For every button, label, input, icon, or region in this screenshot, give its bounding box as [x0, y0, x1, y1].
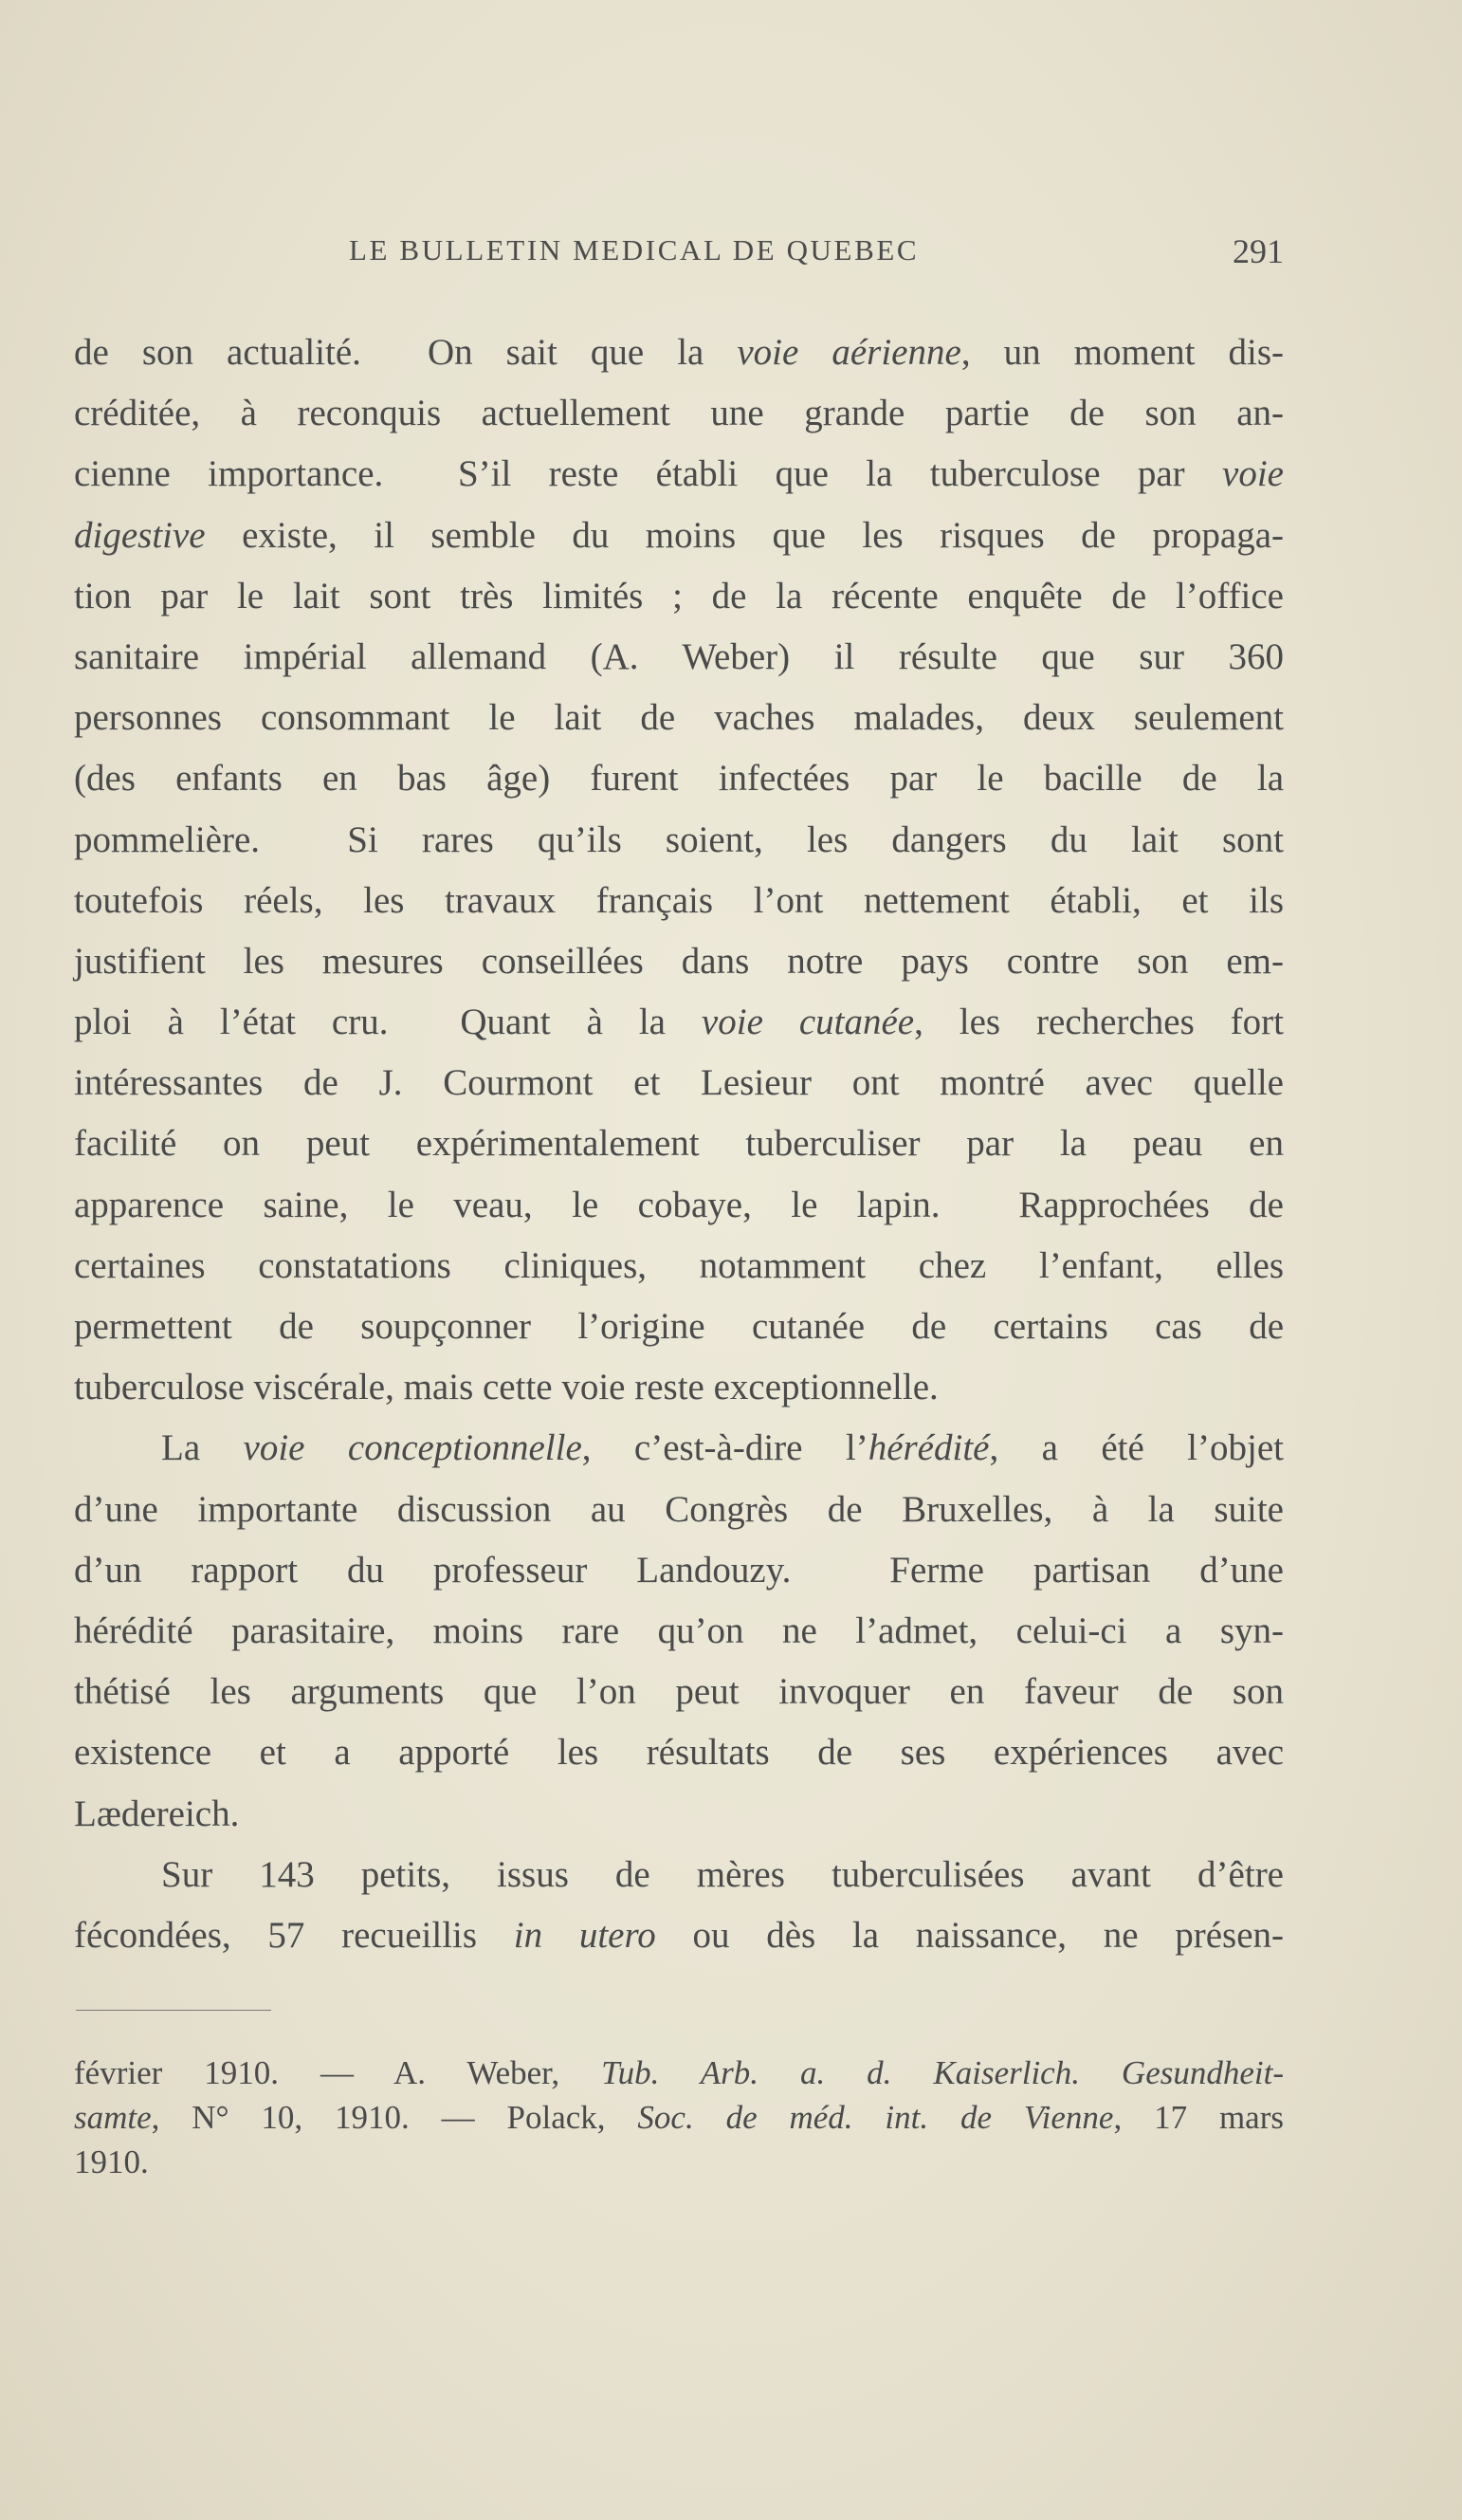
text-line	[74, 1784, 1284, 1845]
text-segment: créditée, à reconquis actuellement une grande partie de son an-	[74, 393, 1284, 434]
footnote-line	[74, 2095, 1284, 2140]
text-segment: permettent de soupçonner l’origine cutanée de certains cas de	[74, 1306, 1284, 1347]
text-segment: facilité on peut expérimentalement tuberculiser par la peau en	[74, 1123, 1284, 1165]
text-line	[74, 1662, 1284, 1722]
text-segment: , un moment dis-	[960, 332, 1284, 373]
text-line	[74, 1418, 1284, 1479]
text-segment: existence et a apporté les résultats de ses expériences avec	[74, 1732, 1284, 1774]
italic-text: Soc. de méd. int. de Vienne	[637, 2099, 1114, 2136]
text-line	[74, 992, 1284, 1053]
text-line	[74, 1113, 1284, 1174]
footnote-rule	[76, 2010, 271, 2011]
text-segment: fécondées, 57 recueillis	[74, 1914, 514, 1956]
text-line	[74, 1053, 1284, 1113]
page-number: 291	[1233, 232, 1284, 270]
text-segment: Lædereich.	[74, 1793, 240, 1834]
text-segment: tion par le lait sont très limités ; de la récente enquête de l’office	[74, 575, 1284, 616]
text-segment: , c’est-à-dire l’	[581, 1427, 868, 1469]
text-segment: apparence saine, le veau, le cobaye, le lapin. Rapprochées de	[74, 1184, 1284, 1225]
text-line	[74, 688, 1284, 748]
text-segment: Sur 143 petits, issus de mères tuberculisées avant d’être	[161, 1853, 1284, 1895]
text-line	[74, 1722, 1284, 1783]
running-title: LE BULLETIN MEDICAL DE QUEBEC	[349, 233, 920, 267]
text-segment: février 1910. — A. Weber,	[74, 2054, 602, 2091]
text-segment: ploi à l’état cru. Quant à la	[74, 1002, 702, 1043]
text-line	[74, 444, 1284, 505]
text-line	[74, 931, 1284, 992]
text-line	[74, 748, 1284, 809]
page-header	[74, 233, 1284, 277]
text-segment: ou dès la naissance, ne présen-	[655, 1914, 1284, 1956]
text-line	[74, 810, 1284, 871]
text-segment: , a été l’objet	[989, 1427, 1284, 1469]
text-line	[74, 506, 1284, 566]
body-text	[74, 322, 1284, 1966]
text-segment: (des enfants en bas âge) furent infectées par le bacille de la	[74, 758, 1284, 800]
italic-text: in utero	[513, 1914, 656, 1956]
text-segment: certaines constatations cliniques, notamment chez l’enfant, elles	[74, 1244, 1284, 1286]
text-segment: justifient les mesures conseillées dans notre pays contre son em-	[74, 940, 1284, 982]
text-line	[74, 383, 1284, 444]
text-segment: hérédité parasitaire, moins rare qu’on ne l’admet, celui-ci a syn-	[74, 1609, 1284, 1651]
text-segment: thétisé les arguments que l’on peut invoquer en faveur de son	[74, 1671, 1284, 1713]
text-segment: d’une importante discussion au Congrès de Bruxelles, à la suite	[74, 1488, 1284, 1530]
text-segment: 1910.	[74, 2143, 149, 2180]
italic-text: hérédité	[868, 1427, 990, 1469]
text-line	[74, 1540, 1284, 1601]
italic-text: digestive	[74, 514, 206, 556]
footnote-line	[74, 2051, 1284, 2095]
text-segment: , les recherches fort	[914, 1002, 1284, 1043]
text-segment: existe, il semble du moins que les risques de propaga-	[205, 514, 1284, 556]
text-segment: , N° 10, 1910. — Polack,	[151, 2099, 638, 2136]
footnote	[74, 2051, 1284, 2184]
text-line	[74, 871, 1284, 931]
text-segment: cienne importance. S’il reste établi que la tuberculose par	[74, 453, 1223, 495]
text-line	[74, 322, 1284, 383]
text-line	[74, 1601, 1284, 1662]
text-segment: d’un rapport du professeur Landouzy. Ferme partisan d’une	[74, 1549, 1284, 1591]
text-segment: , 17 mars	[1113, 2099, 1284, 2136]
text-line	[74, 1480, 1284, 1540]
italic-text: samte	[74, 2099, 152, 2136]
italic-text: voie cutanée	[701, 1002, 915, 1043]
footnote-line	[74, 2140, 1284, 2184]
italic-text: voie aérienne	[737, 332, 961, 373]
text-line	[74, 1845, 1284, 1905]
text-line	[74, 566, 1284, 627]
text-segment: de son actualité. On sait que la	[74, 332, 738, 373]
text-line	[74, 1236, 1284, 1297]
text-segment: tuberculose viscérale, mais cette voie reste exceptionnelle.	[74, 1367, 939, 1408]
text-segment: sanitaire impérial allemand (A. Weber) il résulte que sur 360	[74, 635, 1284, 677]
text-segment: intéressantes de J. Courmont et Lesieur ont montré avec quelle	[74, 1062, 1284, 1104]
text-segment: pommelière. Si rares qu’ils soient, les dangers du lait sont	[74, 819, 1284, 860]
text-line	[74, 1357, 1284, 1418]
italic-text: Tub. Arb. a. d. Kaiserlich. Gesundheit-	[601, 2054, 1284, 2091]
text-line	[74, 1175, 1284, 1236]
text-line	[74, 1905, 1284, 1966]
italic-text: voie conceptionnelle	[243, 1427, 582, 1469]
text-segment: La	[161, 1427, 244, 1469]
text-line	[74, 627, 1284, 688]
text-line	[74, 1297, 1284, 1357]
italic-text: voie	[1222, 453, 1284, 495]
text-segment: personnes consommant le lait de vaches malades, deux seulement	[74, 697, 1284, 739]
text-segment: toutefois réels, les travaux français l’ont nettement établi, et ils	[74, 879, 1284, 921]
